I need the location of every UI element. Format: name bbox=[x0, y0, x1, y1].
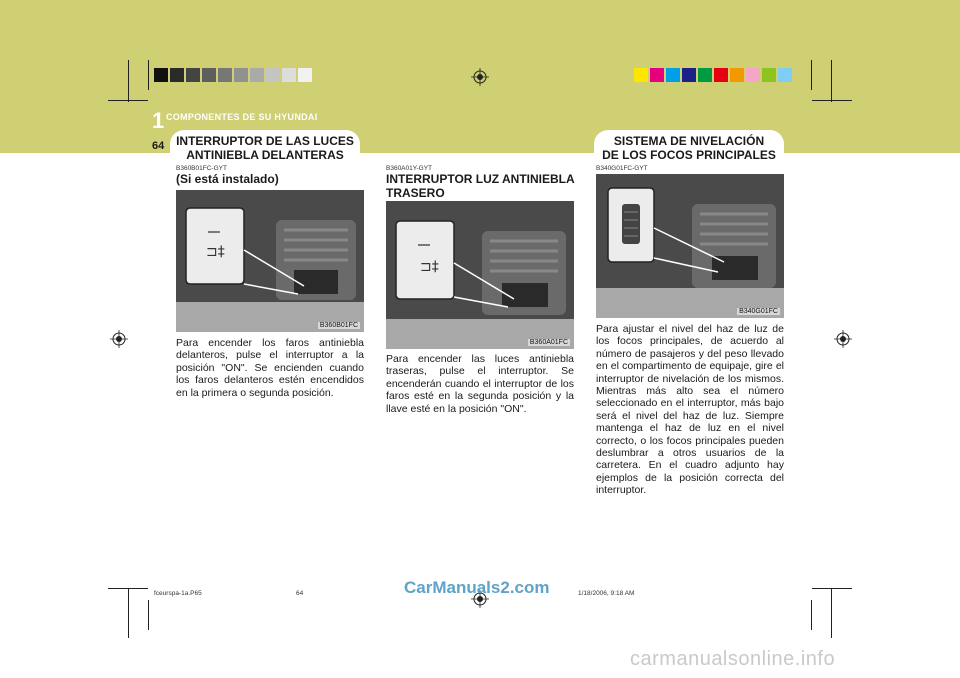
calibration-swatch bbox=[762, 68, 776, 82]
svg-text:⊐‡: ⊐‡ bbox=[206, 244, 225, 260]
section-header-line: DE LOS FOCOS PRINCIPALES bbox=[602, 148, 776, 162]
calibration-swatch bbox=[282, 68, 296, 82]
section-subtitle: (Si está instalado) bbox=[176, 172, 279, 186]
switch-photo-front-fog bbox=[176, 190, 364, 332]
chapter-number: 1 bbox=[152, 108, 165, 133]
calibration-swatch bbox=[186, 68, 200, 82]
crop-mark bbox=[108, 588, 148, 589]
calibration-swatch bbox=[730, 68, 744, 82]
switch-photo-rear-fog bbox=[386, 201, 574, 349]
footer-page: 64 bbox=[296, 590, 304, 597]
calibration-swatch bbox=[234, 68, 248, 82]
calibration-swatch bbox=[666, 68, 680, 82]
switch-photo-leveling bbox=[596, 174, 784, 318]
body-text-rear-fog: Para encender las luces antiniebla traseras, pulse el interruptor. Se encenderán cuando el interruptor de los faros esté en la segunda posición y la llave esté en la posición "ON". bbox=[386, 353, 574, 415]
section-code: B340G01FC-GYT bbox=[596, 165, 648, 172]
gray-calibration-strip bbox=[154, 68, 314, 82]
crop-mark bbox=[148, 60, 149, 90]
footer-file: fceurspa-1a.P65 bbox=[154, 590, 202, 597]
crop-mark bbox=[128, 60, 129, 102]
section-header-fog-front bbox=[170, 130, 360, 166]
registration-mark-icon bbox=[471, 68, 489, 86]
calibration-swatch bbox=[218, 68, 232, 82]
crop-mark bbox=[812, 100, 852, 101]
crop-mark bbox=[831, 60, 832, 102]
site-watermark: carmanualsonline.info bbox=[630, 648, 836, 670]
calibration-swatch bbox=[266, 68, 280, 82]
section-header-line: SISTEMA DE NIVELACIÓN bbox=[613, 134, 765, 148]
registration-mark-icon bbox=[110, 330, 128, 348]
section-header-line: INTERRUPTOR DE LAS LUCES bbox=[176, 134, 354, 148]
crop-mark bbox=[128, 588, 129, 638]
photo-code: B340G01FC bbox=[739, 308, 778, 315]
photo-code: B360A01FC bbox=[529, 339, 568, 346]
crop-mark bbox=[831, 588, 832, 638]
calibration-swatch bbox=[154, 68, 168, 82]
crop-mark bbox=[811, 60, 812, 90]
chapter-title: COMPONENTES DE SU HYUNDAI bbox=[166, 112, 318, 122]
calibration-swatch bbox=[170, 68, 184, 82]
photo-code: B360B01FC bbox=[319, 322, 358, 329]
registration-mark-icon bbox=[834, 330, 852, 348]
section-header-line: ANTINIEBLA DELANTERAS bbox=[186, 148, 344, 162]
page-number: 64 bbox=[152, 140, 165, 152]
calibration-swatch bbox=[298, 68, 312, 82]
svg-text:⊐‡: ⊐‡ bbox=[420, 259, 439, 275]
section-subtitle: INTERRUPTOR LUZ ANTINIEBLA TRASERO bbox=[386, 172, 575, 200]
body-text-front-fog: Para encender los faros antiniebla delanteros, pulse el interruptor a la posición "ON". Se encienden cuando los faros delanteros estén encendidos en la primera o segunda posición. bbox=[176, 337, 364, 399]
calibration-swatch bbox=[650, 68, 664, 82]
body-text-leveling: Para ajustar el nivel del haz de luz de los focos principales, de acuerdo al número de pasajeros y del peso llevado en el compartimento de equipaje, gire el interruptor de nivelación de los mismos. Mientras más alto sea el número seleccionado en el interruptor, más bajo será el nivel del haz de luz. Siempre mantenga el haz de luz en el nivel correcto, o los focos principales pueden deslumbrar a otros usuarios de la carretera. En el cuadro adjunto hay ejemplos de la posición correcta del interruptor. bbox=[596, 323, 784, 497]
calibration-swatch bbox=[778, 68, 792, 82]
section-code: B360B01FC-GYT bbox=[176, 165, 227, 172]
crop-mark bbox=[108, 100, 148, 101]
calibration-swatch bbox=[714, 68, 728, 82]
crop-mark bbox=[811, 600, 812, 630]
footer-date: 1/18/2006, 9:18 AM bbox=[578, 590, 635, 597]
crop-mark bbox=[812, 588, 852, 589]
calibration-swatch bbox=[746, 68, 760, 82]
calibration-swatch bbox=[250, 68, 264, 82]
brand-watermark: CarManuals2.com bbox=[404, 578, 550, 597]
calibration-swatch bbox=[202, 68, 216, 82]
color-calibration-strip bbox=[634, 68, 794, 82]
calibration-swatch bbox=[634, 68, 648, 82]
section-code: B360A01Y-GYT bbox=[386, 165, 433, 172]
crop-mark bbox=[148, 600, 149, 630]
calibration-swatch bbox=[682, 68, 696, 82]
section-header-leveling bbox=[594, 130, 784, 166]
calibration-swatch bbox=[698, 68, 712, 82]
